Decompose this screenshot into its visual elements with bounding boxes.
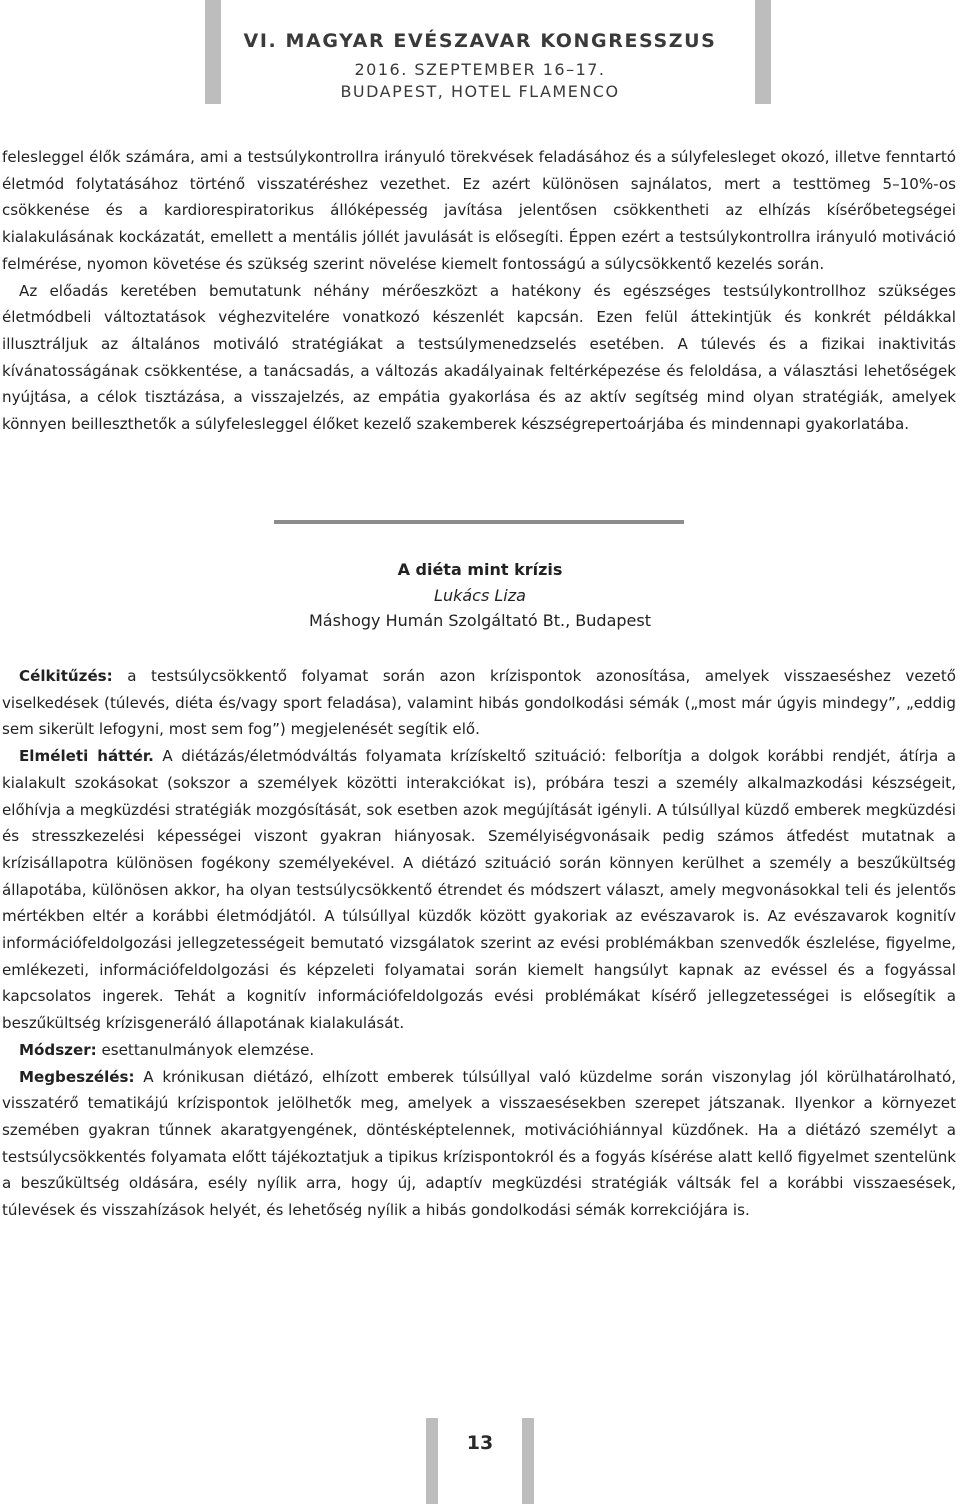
article-title: A diéta mint krízis (397, 560, 563, 579)
discussion-paragraph (2, 1064, 956, 1224)
discussion-label: Megbeszélés: (19, 1067, 135, 1086)
theory-text: A diétázás/életmódváltás folyamata krízískeltő szituáció: felborítja a dolgok korábbi rendjét, átírja a kialakult szokásokat (sokszor a személyek közötti interakciókat is), próbára teszi a személy alkalmazkodási készségeit, előhívja a megküzdési stratégiák mozgósítását, sok esetben azok megújítását igényli. A túlsúllyal küzdő emberek megküzdési és stresszkezelési képességei viszont gyakran hiányosak. Személyiségvonásaik pedig számos átfedést mutatnak a krízisállapotra különösen fogékony személyekével. A diétázó szituáció során könnyen kerülhet a személy a beszűkültség állapotába, különösen akkor, ha olyan testsúlycsökkentő étrendet és módszert választ, amely megvonásokkal teli és jelentős mértékben eltér a korábbi életmódjától. A túlsúllyal küzdők között gyakoriak az evészavarok is. Az evészavarok kognitív információfeldolgozási jellegzetességeit bemutató vizsgálatok szerint az evési problémákban szenvedők észlelése, figyelme, emlékezeti, információfeldolgozási és képzeleti folyamatai során kiemelt hangsúlyt kapnak az evéssel és a fogyással kapcsolatos ingerek. Tehát a kognitív információfeldolgozás evési problémákat kísérő jellegzetességei is elősegítik a beszűkültség krízisgeneráló állapotának kialakulását. (2, 747, 956, 1033)
method-paragraph (2, 1037, 956, 1064)
congress-venue: BUDAPEST, HOTEL FLAMENCO (340, 82, 620, 101)
theory-paragraph (2, 743, 956, 1037)
footer-decor-bar-right (522, 1418, 534, 1504)
congress-title: VI. MAGYAR EVÉSZAVAR KONGRESSZUS (243, 30, 717, 52)
aim-text: a testsúlycsökkentő folyamat során azon krízispontok azonosítása, amelyek visszaeséshez vezető viselkedések (túlevés, diéta és/vagy sport feladása), valamint hibás gondolkodási sémák („most már úgyis mindegy”, „eddig sem sikerült lefogyni, most sem fog”) megjelenését segítik elő. (2, 667, 956, 739)
theory-label: Elméleti háttér. (19, 747, 154, 766)
aim-label: Célkitűzés: (19, 667, 113, 685)
previous-abstract-continuation (2, 144, 956, 438)
paragraph: Az előadás keretében bemutatunk néhány mérőeszközt a hatékony és egészséges testsúlykontrollhoz szükséges életmódbeli változtatások véghezvitelére vonatkozó készenlét kapcsán. Ezen felül áttekintjük és konkrét példákkal illusztráljuk az általános motiváló stratégiákat a testsúlymenedzselés esetében. A túlevés és a fizikai inaktivitás kívánatosságának csökkentése, a tanácsadás, a változás akadályainak feltérképezése és feloldása, a választási lehetőségek nyújtása, a célok tisztázása, a visszajelzés, az empátia gyakorlása és az aktív segítség mind olyan stratégiák, amelyek könnyen beilleszthetők a súlyfelesleggel élőket kezelő szakemberek készségrepertoárjába és mindennapi gyakorlatába. (2, 281, 956, 434)
aim-paragraph (2, 663, 956, 743)
section-divider (274, 520, 684, 524)
article-author: Lukács Liza (434, 586, 526, 605)
footer-decor-bar-left (426, 1418, 438, 1504)
method-label: Módszer: (19, 1040, 97, 1059)
method-text: esettanulmányok elemzése. (96, 1040, 315, 1059)
paragraph: felesleggel élők számára, ami a testsúlykontrollra irányuló törekvések feladásához és a súlyfelesleget okozó, illetve fenntartó életmód folytatásához történő visszatéréshez vezethet. Ez azért különösen sajnálatos, mert a testtömeg 5–10%-os csökkenése és a kardiorespiratorikus állóképesség javítása jelentősen csökkentheti az elhízás kísérőbetegségei kialakulásának kockázatát, emellett a mentális jóllét javulását is elősegíti. Éppen ezért a testsúlykontrollra irányuló motiváció felmérése, nyomon követése és szükség szerint növelése kiemelt fontosságú a súlycsökkentő kezelés során. (2, 148, 956, 273)
article-abstract (2, 663, 956, 1224)
article-affiliation: Máshogy Humán Szolgáltató Bt., Budapest (309, 611, 651, 630)
discussion-text: A krónikusan diétázó, elhízott emberek túlsúllyal való küzdelme során viszonylag jól körülhatárolható, visszatérő tematikájú krízispontok jelölhetők meg, amelyek a visszaesésekben szerepet játszanak. Ilyenkor a környezet szemében gyakran tűnnek akaratgyengének, döntésképtelennek, motivációhiánnyal küzdőnek. Ha a diétázó személyt a testsúlycsökkentés folyamata előtt tájékoztatjuk a tipikus krízispontokról és a fogyás kísérése alatt kellő figyelmet szentelünk a beszűkültség oldására, esély nyílik arra, hogy új, adaptív megküzdési stratégiák váltsák fel a korábbi visszaesések, túlevések és visszahízások helyét, és lehetőség nyílik a hibás gondolkodási sémák korrekciójára is. (2, 1067, 956, 1220)
page-number: 13 (466, 1432, 494, 1454)
congress-date: 2016. SZEPTEMBER 16–17. (354, 60, 606, 79)
